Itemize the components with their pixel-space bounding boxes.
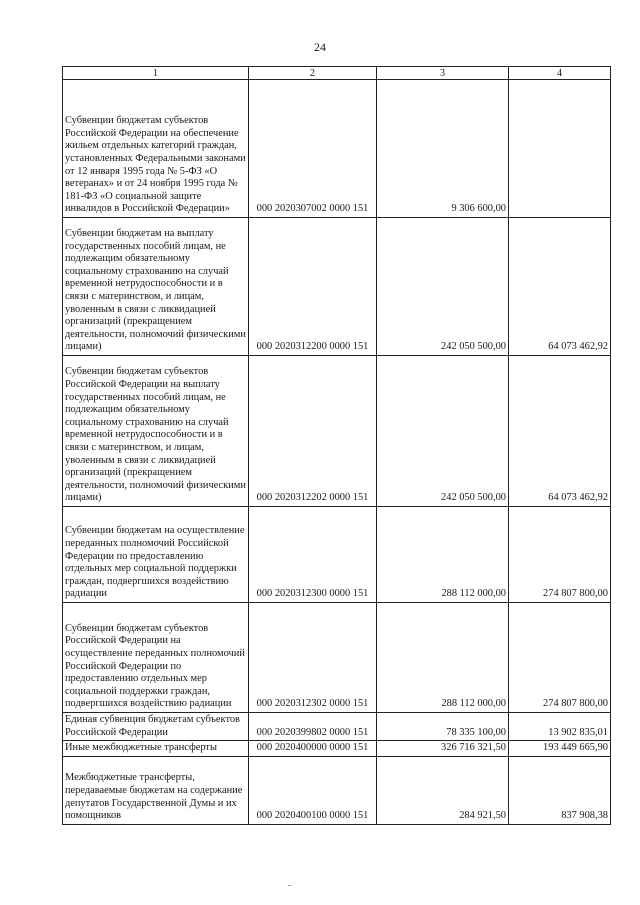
- table-row: [63, 80, 611, 218]
- row-value-col4: 13 902 835,01: [509, 713, 611, 741]
- row-code: 000 2020400000 0000 151: [249, 741, 377, 757]
- table-row: [63, 603, 611, 713]
- row-name: Субвенции бюджетам на выплату государственных пособий лицам, не подлежащим обязательному социальному страхованию на случай временной нетрудоспособности и в связи с материнством, и лицам, уволенным в связи с ликвидацией организаций (прекращением деятельности, полномочий физическими лицами): [63, 218, 249, 356]
- row-value-col4: 64 073 462,92: [509, 356, 611, 507]
- row-code: 000 2020312200 0000 151: [249, 218, 377, 356]
- row-code: 000 2020399802 0000 151: [249, 713, 377, 741]
- row-value-col4: 837 908,38: [509, 756, 611, 824]
- row-name: Иные межбюджетные трансферты: [63, 741, 249, 757]
- table-row: [63, 741, 611, 757]
- row-code: 000 2020312300 0000 151: [249, 507, 377, 603]
- column-header-1: 1: [63, 67, 249, 80]
- row-code: 000 2020312302 0000 151: [249, 603, 377, 713]
- row-value-col4: 274 807 800,00: [509, 603, 611, 713]
- column-header-2: 2: [249, 67, 377, 80]
- row-value-col3: 288 112 000,00: [377, 603, 509, 713]
- row-value-col3: 242 050 500,00: [377, 356, 509, 507]
- column-header-3: 3: [377, 67, 509, 80]
- row-value-col3: 242 050 500,00: [377, 218, 509, 356]
- table-row: [63, 756, 611, 824]
- row-code: 000 2020307002 0000 151: [249, 80, 377, 218]
- row-value-col4: [509, 80, 611, 218]
- row-name: Межбюджетные трансферты, передаваемые бюджетам на содержание депутатов Государственной Думы и их помощников: [63, 756, 249, 824]
- row-value-col3: 9 306 600,00: [377, 80, 509, 218]
- table-row: [63, 356, 611, 507]
- row-value-col4: 193 449 665,90: [509, 741, 611, 757]
- row-value-col4: 64 073 462,92: [509, 218, 611, 356]
- row-value-col3: 78 335 100,00: [377, 713, 509, 741]
- table-header-row: [63, 67, 611, 80]
- scan-speck: [288, 885, 291, 886]
- row-name: Единая субвенция бюджетам субъектов Российской Федерации: [63, 713, 249, 741]
- row-value-col3: 288 112 000,00: [377, 507, 509, 603]
- page-number: 24: [314, 40, 326, 54]
- row-code: 000 2020400100 0000 151: [249, 756, 377, 824]
- table-row: [63, 507, 611, 603]
- row-name: Субвенции бюджетам на осуществление переданных полномочий Российской Федерации по предоставлению отдельных мер социальной поддержки граждан, подвергшихся воздействию радиации: [63, 507, 249, 603]
- budget-table: [62, 66, 611, 825]
- row-name: Субвенции бюджетам субъектов Российской Федерации на осуществление переданных полномочий Российской Федерации по предоставлению отдельных мер социальной поддержки граждан, подвергшихся воздействию радиации: [63, 603, 249, 713]
- column-header-4: 4: [509, 67, 611, 80]
- row-value-col4: 274 807 800,00: [509, 507, 611, 603]
- row-value-col3: 284 921,50: [377, 756, 509, 824]
- table-row: [63, 713, 611, 741]
- row-name: Субвенции бюджетам субъектов Российской Федерации на выплату государственных пособий лицам, не подлежащим обязательному социальному страхованию на случай временной нетрудоспособности и в связи с материнством, и лицам, уволенным в связи с ликвидацией организаций (прекращением деятельности, полномочий физическими лицами): [63, 356, 249, 507]
- row-name: Субвенции бюджетам субъектов Российской Федерации на обеспечение жильем отдельных категорий граждан, установленных Федеральными законами от 12 января 1995 года № 5-ФЗ «О ветеранах» и от 24 ноября 1995 года № 181-ФЗ «О социальной защите инвалидов в Российской Федерации»: [63, 80, 249, 218]
- row-value-col3: 326 716 321,50: [377, 741, 509, 757]
- row-code: 000 2020312202 0000 151: [249, 356, 377, 507]
- table-row: [63, 218, 611, 356]
